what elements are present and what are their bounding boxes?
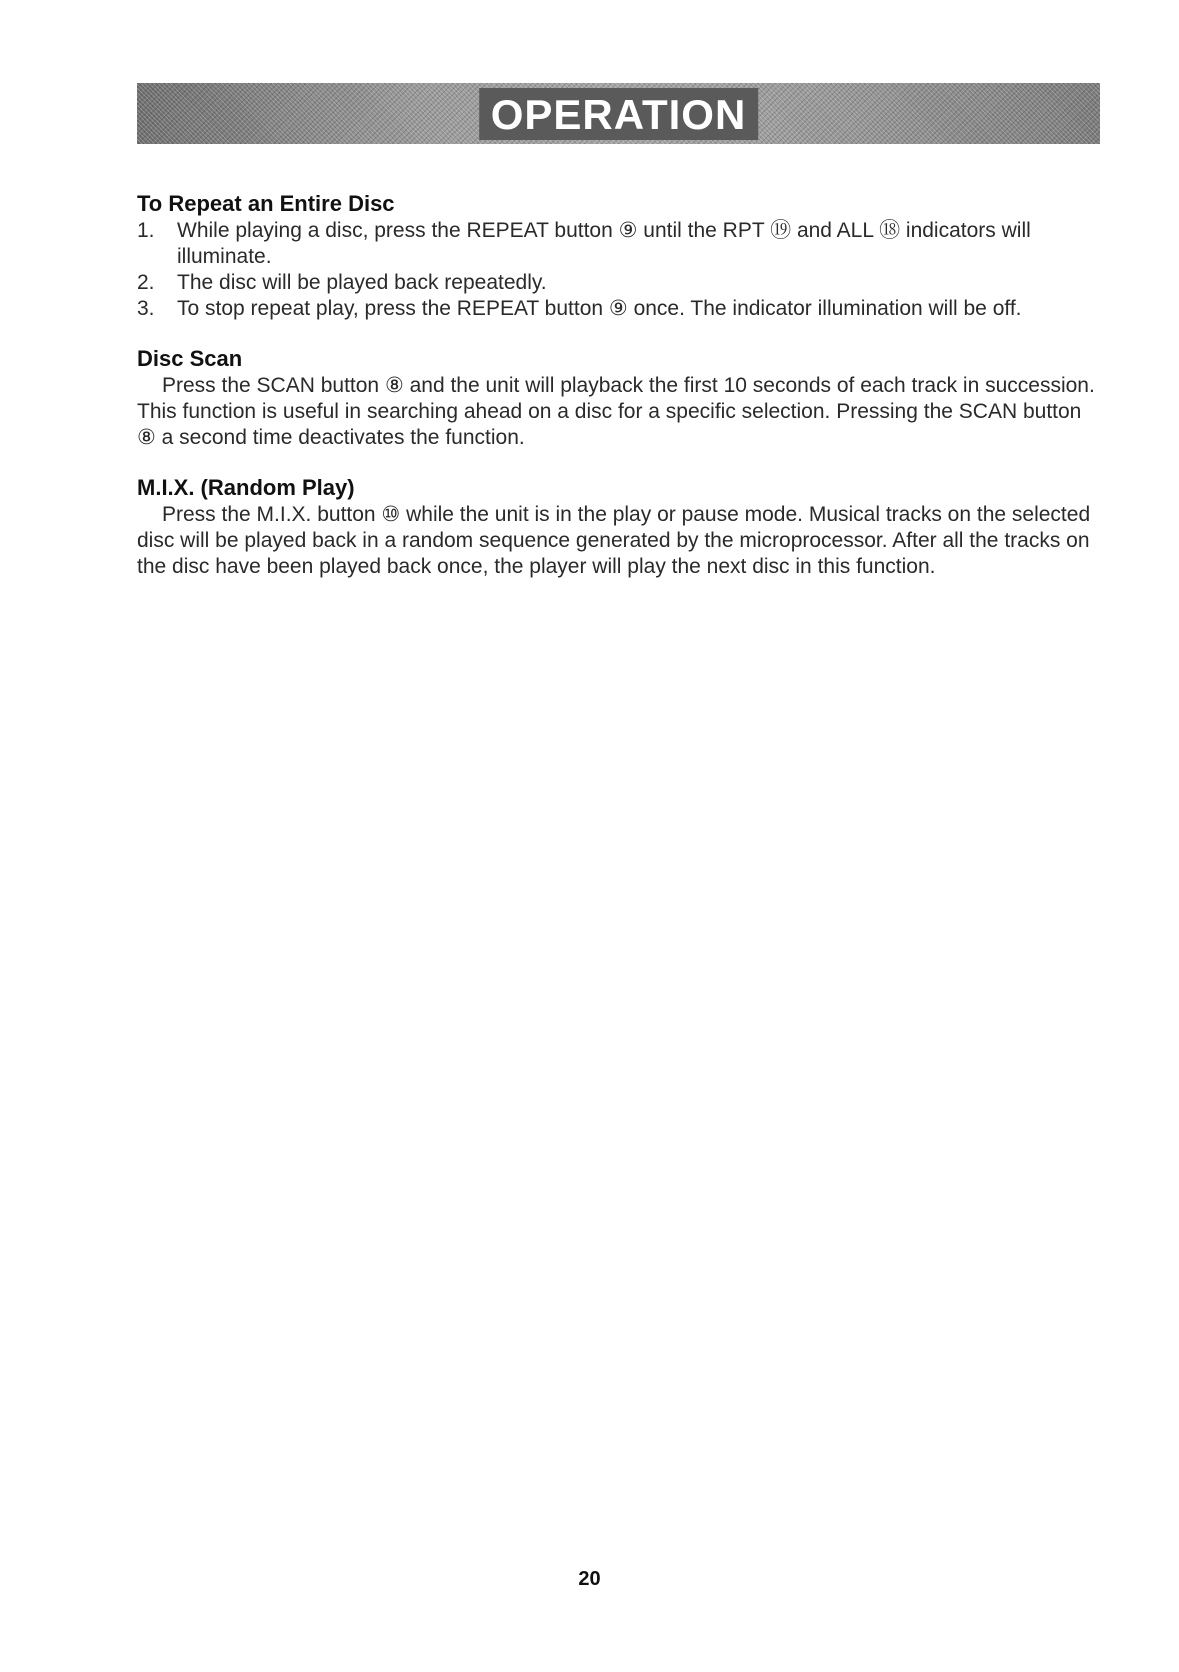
list-item-number: 3. xyxy=(137,297,155,320)
disc-scan-paragraph: Press the SCAN button ⑧ and the unit will playback the first 10 seconds of each track in succession. This function is useful in searching ahead on a disc for a specific selection. Pressing the SCAN button ⑧ a second time deactivates the function. xyxy=(137,374,1095,449)
list-item-number: 2. xyxy=(137,271,155,294)
page-content xyxy=(137,190,1097,603)
section-heading-mix: M.I.X. (Random Play) xyxy=(137,475,355,500)
list-item-number: 1. xyxy=(137,219,155,242)
section-repeat xyxy=(137,190,1097,322)
page-number: 20 xyxy=(578,1568,601,1590)
section-banner xyxy=(137,83,1100,144)
banner-title: OPERATION xyxy=(479,88,759,140)
section-heading-disc-scan: Disc Scan xyxy=(137,346,243,371)
list-item xyxy=(137,218,1097,270)
mix-paragraph: Press the M.I.X. button ⑩ while the unit is in the play or pause mode. Musical tracks on the selected disc will be played back in a random sequence generated by the microprocessor. After all the tracks on the disc have been played back once, the player will play the next disc in this function. xyxy=(137,503,1091,578)
section-disc-scan xyxy=(137,345,1097,451)
repeat-steps-list xyxy=(137,218,1097,322)
list-item xyxy=(137,296,1097,322)
list-item xyxy=(137,270,1097,296)
section-mix xyxy=(137,474,1097,580)
section-heading-repeat: To Repeat an Entire Disc xyxy=(137,191,395,216)
list-item-text: The disc will be played back repeatedly. xyxy=(177,271,547,294)
list-item-text: To stop repeat play, press the REPEAT button ⑨ once. The indicator illumination will be off. xyxy=(177,297,1022,320)
list-item-text: While playing a disc, press the REPEAT button ⑨ until the RPT ⑲ and ALL ⑱ indicators will illuminate. xyxy=(177,219,1031,268)
